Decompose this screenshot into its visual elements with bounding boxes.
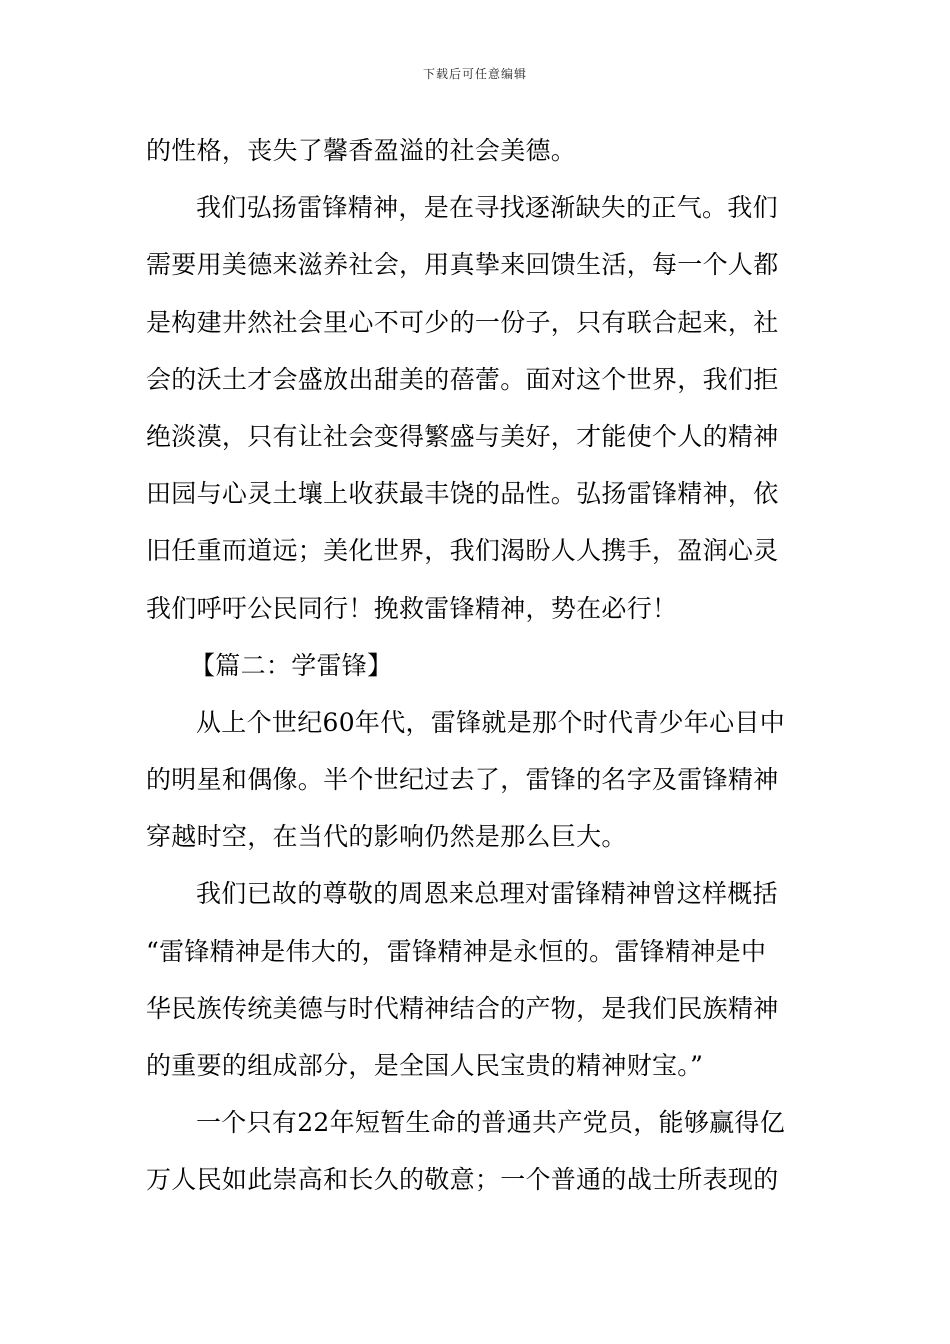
section-heading: 【篇二：学雷锋】 <box>190 650 393 680</box>
paragraph-start: 从上个世纪60年代，雷锋就是那个时代青少年心目中 <box>196 707 786 737</box>
text-line: “雷锋精神是伟大的，雷锋精神是永恒的。雷锋精神是中 <box>146 936 767 966</box>
paragraph-start: 我们已故的尊敬的周恩来总理对雷锋精神曾这样概括 <box>196 879 778 909</box>
text-line: 田园与心灵土壤上收获最丰饶的品性。弘扬雷锋精神，依 <box>146 479 779 509</box>
text-line: 的明星和偶像。半个世纪过去了，雷锋的名字及雷锋精神 <box>146 765 779 795</box>
text-line: 万人民如此崇高和长久的敬意；一个普通的战士所表现的 <box>146 1165 779 1195</box>
paragraph-start: 我们弘扬雷锋精神，是在寻找逐渐缺失的正气。我们 <box>196 193 778 223</box>
text-line: 华民族传统美德与时代精神结合的产物，是我们民族精神 <box>146 993 779 1023</box>
text-line: 我们呼吁公民同行！挽救雷锋精神，势在必行！ <box>146 593 678 623</box>
text-line: 是构建井然社会里心不可少的一份子，只有联合起来，社 <box>146 307 779 337</box>
text-line: 会的沃土才会盛放出甜美的蓓蕾。面对这个世界，我们拒 <box>146 364 779 394</box>
paragraph-start: 一个只有22年短暂生命的普通共产党员，能够赢得亿 <box>196 1108 786 1138</box>
text-line: 的性格，丧失了馨香盈溢的社会美德。 <box>146 136 577 165</box>
text-line: 旧任重而道远；美化世界，我们渴盼人人携手，盈润心灵 <box>146 536 779 566</box>
text-line: 的重要的组成部分，是全国人民宝贵的精神财宝。” <box>146 1051 704 1080</box>
text-line: 需要用美德来滋养社会，用真挚来回馈生活，每一个人都 <box>146 250 779 280</box>
document-body <box>146 126 810 1213</box>
text-line: 穿越时空，在当代的影响仍然是那么巨大。 <box>146 822 627 852</box>
page-header: 下载后可任意编辑 <box>422 67 527 81</box>
text-line: 绝淡漠，只有让社会变得繁盛与美好，才能使个人的精神 <box>146 421 779 451</box>
